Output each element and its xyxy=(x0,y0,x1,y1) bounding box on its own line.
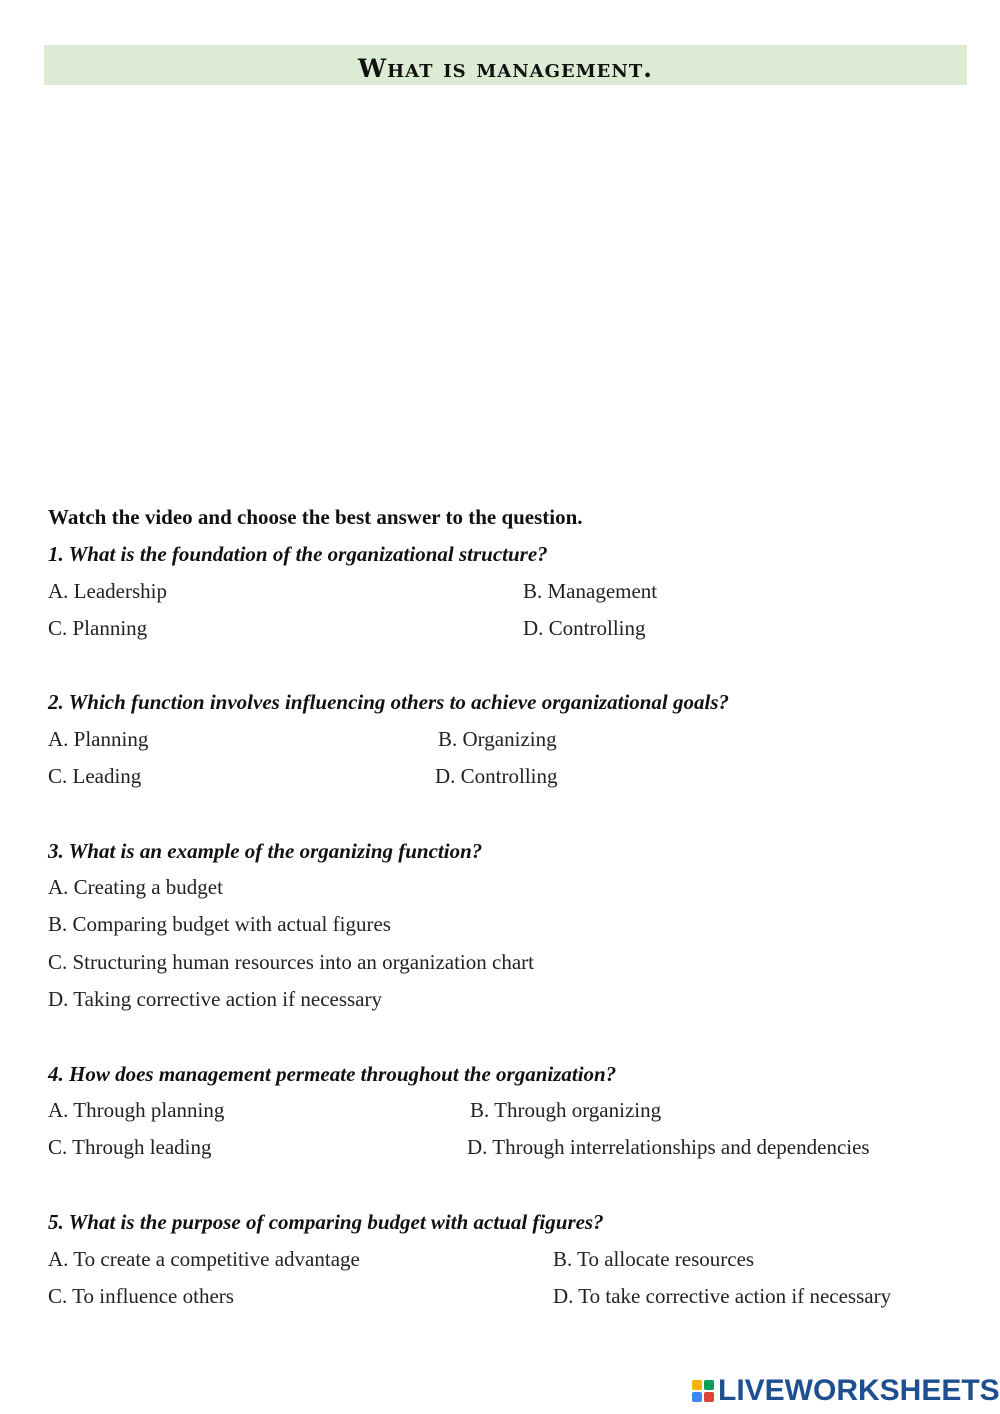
q3-option-c[interactable]: C. Structuring human resources into an organization chart xyxy=(48,950,534,974)
liveworksheets-logo xyxy=(692,1374,1000,1408)
question-1: 1. What is the foundation of the organizational structure? xyxy=(48,542,548,566)
q4-option-b[interactable]: B. Through organizing xyxy=(470,1098,662,1122)
q3-option-a[interactable]: A. Creating a budget xyxy=(48,875,223,899)
q5-option-c[interactable]: C. To influence others xyxy=(48,1284,234,1308)
q1-option-a[interactable]: A. Leadership xyxy=(48,579,167,603)
logo-square-2 xyxy=(704,1380,714,1390)
q5-option-a[interactable]: A. To create a competitive advantage xyxy=(48,1247,360,1271)
title-banner xyxy=(44,45,967,85)
q5-option-d[interactable]: D. To take corrective action if necessary xyxy=(553,1284,892,1308)
q3-option-b[interactable]: B. Comparing budget with actual figures xyxy=(48,912,391,936)
q1-option-c[interactable]: C. Planning xyxy=(48,616,148,640)
q4-option-d[interactable]: D. Through interrelationships and dependencies xyxy=(467,1135,870,1159)
instructions: Watch the video and choose the best answer to the question. xyxy=(48,505,583,529)
q1-option-d[interactable]: D. Controlling xyxy=(523,616,646,640)
q1-option-b[interactable]: B. Management xyxy=(523,579,658,603)
q3-option-d[interactable]: D. Taking corrective action if necessary xyxy=(48,987,383,1011)
logo-text: LIVEWORKSHEETS xyxy=(718,1374,1000,1407)
question-3: 3. What is an example of the organizing function? xyxy=(48,839,483,863)
question-4: 4. How does management permeate throughout the organization? xyxy=(48,1062,617,1086)
logo-square-1 xyxy=(692,1380,702,1390)
question-5: 5. What is the purpose of comparing budget with actual figures? xyxy=(48,1210,604,1234)
q2-option-a[interactable]: A. Planning xyxy=(48,727,149,751)
question-2: 2. Which function involves influencing others to achieve organizational goals? xyxy=(48,690,730,714)
q2-option-d[interactable]: D. Controlling xyxy=(435,764,558,788)
q4-option-a[interactable]: A. Through planning xyxy=(48,1098,225,1122)
video-embed-area[interactable] xyxy=(44,95,967,485)
q5-option-b[interactable]: B. To allocate resources xyxy=(553,1247,755,1271)
logo-grid-icon xyxy=(692,1380,714,1402)
q4-option-c[interactable]: C. Through leading xyxy=(48,1135,212,1159)
logo-square-4 xyxy=(704,1392,714,1402)
logo-square-3 xyxy=(692,1392,702,1402)
q2-option-b[interactable]: B. Organizing xyxy=(438,727,557,751)
page-title: What is management. xyxy=(358,54,653,83)
q2-option-c[interactable]: C. Leading xyxy=(48,764,142,788)
